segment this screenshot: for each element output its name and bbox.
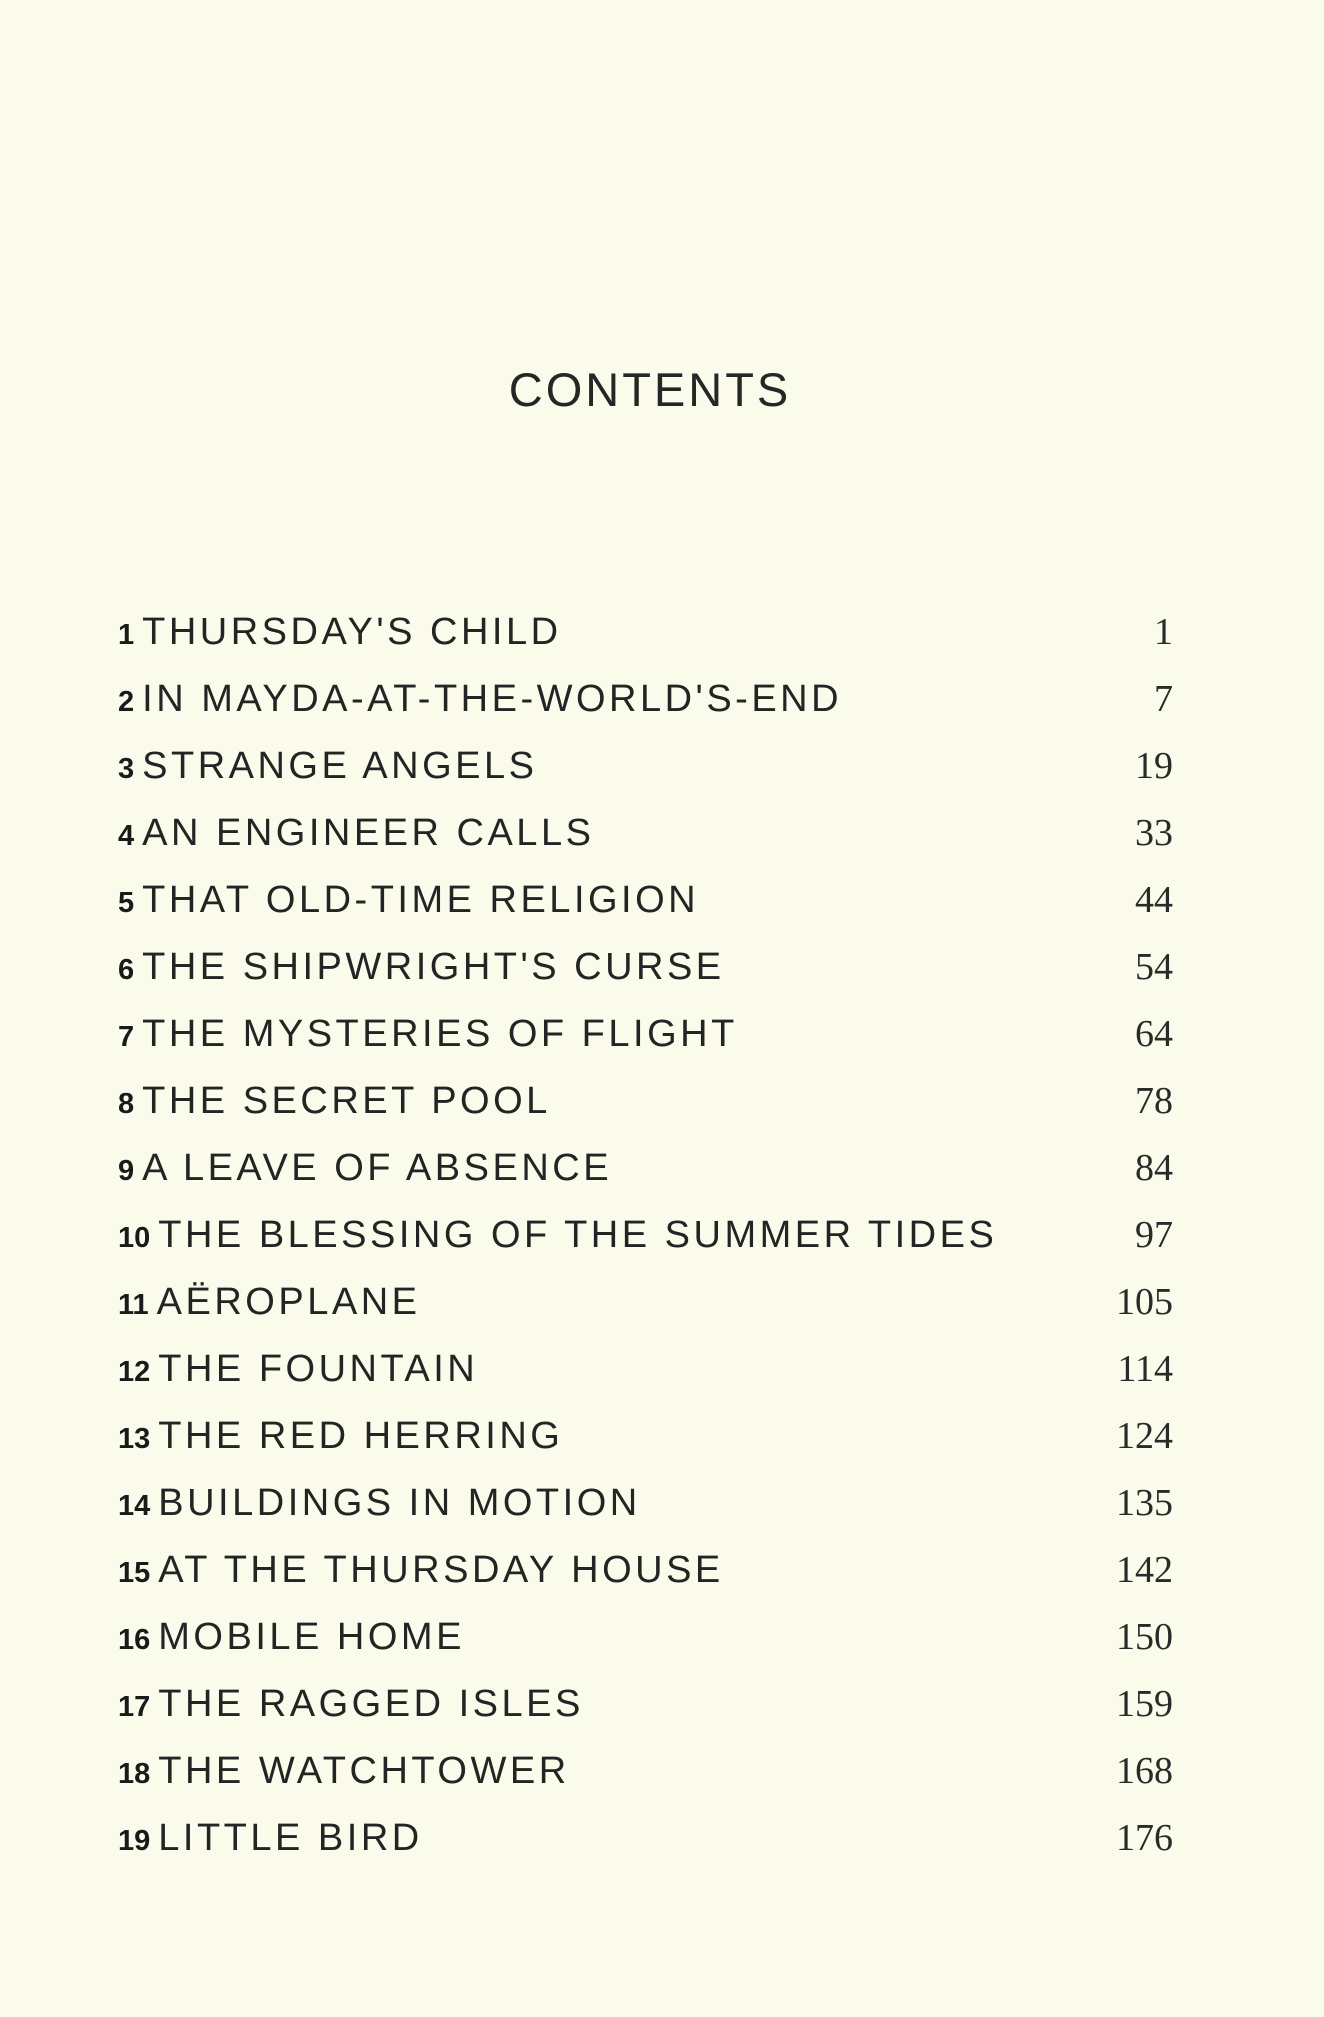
contents-heading: CONTENTS xyxy=(508,363,792,416)
chapter-number: 11 xyxy=(118,1289,149,1321)
chapter-number: 17 xyxy=(118,1691,151,1723)
page-number: 159 xyxy=(1116,1683,1173,1725)
page-number: 142 xyxy=(1116,1549,1173,1591)
page-number: 168 xyxy=(1116,1750,1173,1792)
toc-entry xyxy=(118,805,1173,872)
chapter-number: 6 xyxy=(118,954,135,986)
chapter-title: MOBILE HOME xyxy=(158,1616,465,1658)
toc-entry xyxy=(118,1542,1173,1609)
chapter-number: 15 xyxy=(118,1557,151,1589)
page-number: 1 xyxy=(1154,611,1173,653)
page-number: 19 xyxy=(1135,745,1173,787)
chapter-title: THAT OLD-TIME RELIGION xyxy=(142,879,700,921)
toc-entry xyxy=(118,604,1173,671)
chapter-title: A LEAVE OF ABSENCE xyxy=(142,1147,613,1189)
toc-entry xyxy=(118,1006,1173,1073)
chapter-number: 9 xyxy=(118,1155,135,1187)
page-number: 124 xyxy=(1116,1415,1173,1457)
chapter-number: 7 xyxy=(118,1021,135,1053)
chapter-number: 2 xyxy=(118,686,135,718)
toc-entry xyxy=(118,1676,1173,1743)
chapter-number: 18 xyxy=(118,1758,151,1790)
page-number: 78 xyxy=(1135,1080,1173,1122)
chapter-number: 3 xyxy=(118,753,135,785)
chapter-title: THE RAGGED ISLES xyxy=(158,1683,584,1725)
chapter-title: THURSDAY'S CHILD xyxy=(142,611,562,653)
page-number: 54 xyxy=(1135,946,1173,988)
toc-entry xyxy=(118,1274,1173,1341)
chapter-title: THE SECRET POOL xyxy=(142,1080,551,1122)
page-number: 176 xyxy=(1116,1817,1173,1859)
chapter-title: AT THE THURSDAY HOUSE xyxy=(158,1549,724,1591)
toc-entry xyxy=(118,939,1173,1006)
chapter-title: THE RED HERRING xyxy=(158,1415,564,1457)
chapter-title: THE SHIPWRIGHT'S CURSE xyxy=(142,946,725,988)
toc-entry xyxy=(118,872,1173,939)
page-number: 44 xyxy=(1135,879,1173,921)
toc-entry xyxy=(118,1341,1173,1408)
chapter-title: THE WATCHTOWER xyxy=(158,1750,570,1792)
chapter-number: 14 xyxy=(118,1490,151,1522)
chapter-title: LITTLE BIRD xyxy=(158,1817,423,1859)
chapter-number: 4 xyxy=(118,820,135,852)
page-number: 84 xyxy=(1135,1147,1173,1189)
chapter-title: AN ENGINEER CALLS xyxy=(142,812,595,854)
page-number: 7 xyxy=(1154,678,1173,720)
toc-entry xyxy=(118,1810,1173,1877)
chapter-number: 8 xyxy=(118,1088,135,1120)
chapter-number: 19 xyxy=(118,1825,151,1857)
page-number: 150 xyxy=(1116,1616,1173,1658)
toc-entry xyxy=(118,671,1173,738)
page-number: 33 xyxy=(1135,812,1173,854)
page-number: 135 xyxy=(1116,1482,1173,1524)
toc-entry xyxy=(118,1609,1173,1676)
chapter-title: AËROPLANE xyxy=(156,1281,421,1323)
toc-entry xyxy=(118,1207,1173,1274)
toc-entry xyxy=(118,1743,1173,1810)
toc-entry xyxy=(118,1475,1173,1542)
chapter-title: THE BLESSING OF THE SUMMER TIDES xyxy=(158,1214,998,1256)
chapter-title: STRANGE ANGELS xyxy=(142,745,538,787)
toc-entry xyxy=(118,738,1173,805)
toc-entry xyxy=(118,1140,1173,1207)
chapter-number: 10 xyxy=(118,1222,151,1254)
chapter-number: 5 xyxy=(118,887,135,919)
page-number: 114 xyxy=(1117,1348,1173,1390)
toc-entry xyxy=(118,1408,1173,1475)
chapter-title: BUILDINGS IN MOTION xyxy=(158,1482,641,1524)
table-of-contents xyxy=(118,604,1173,1877)
page-number: 105 xyxy=(1116,1281,1173,1323)
chapter-title: THE FOUNTAIN xyxy=(158,1348,479,1390)
chapter-number: 13 xyxy=(118,1423,151,1455)
chapter-number: 12 xyxy=(118,1356,151,1388)
chapter-number: 1 xyxy=(118,619,135,651)
page-number: 64 xyxy=(1135,1013,1173,1055)
page-number: 97 xyxy=(1135,1214,1173,1256)
chapter-title: THE MYSTERIES OF FLIGHT xyxy=(142,1013,738,1055)
chapter-title: IN MAYDA-AT-THE-WORLD'S-END xyxy=(142,678,843,720)
toc-entry xyxy=(118,1073,1173,1140)
chapter-number: 16 xyxy=(118,1624,151,1656)
